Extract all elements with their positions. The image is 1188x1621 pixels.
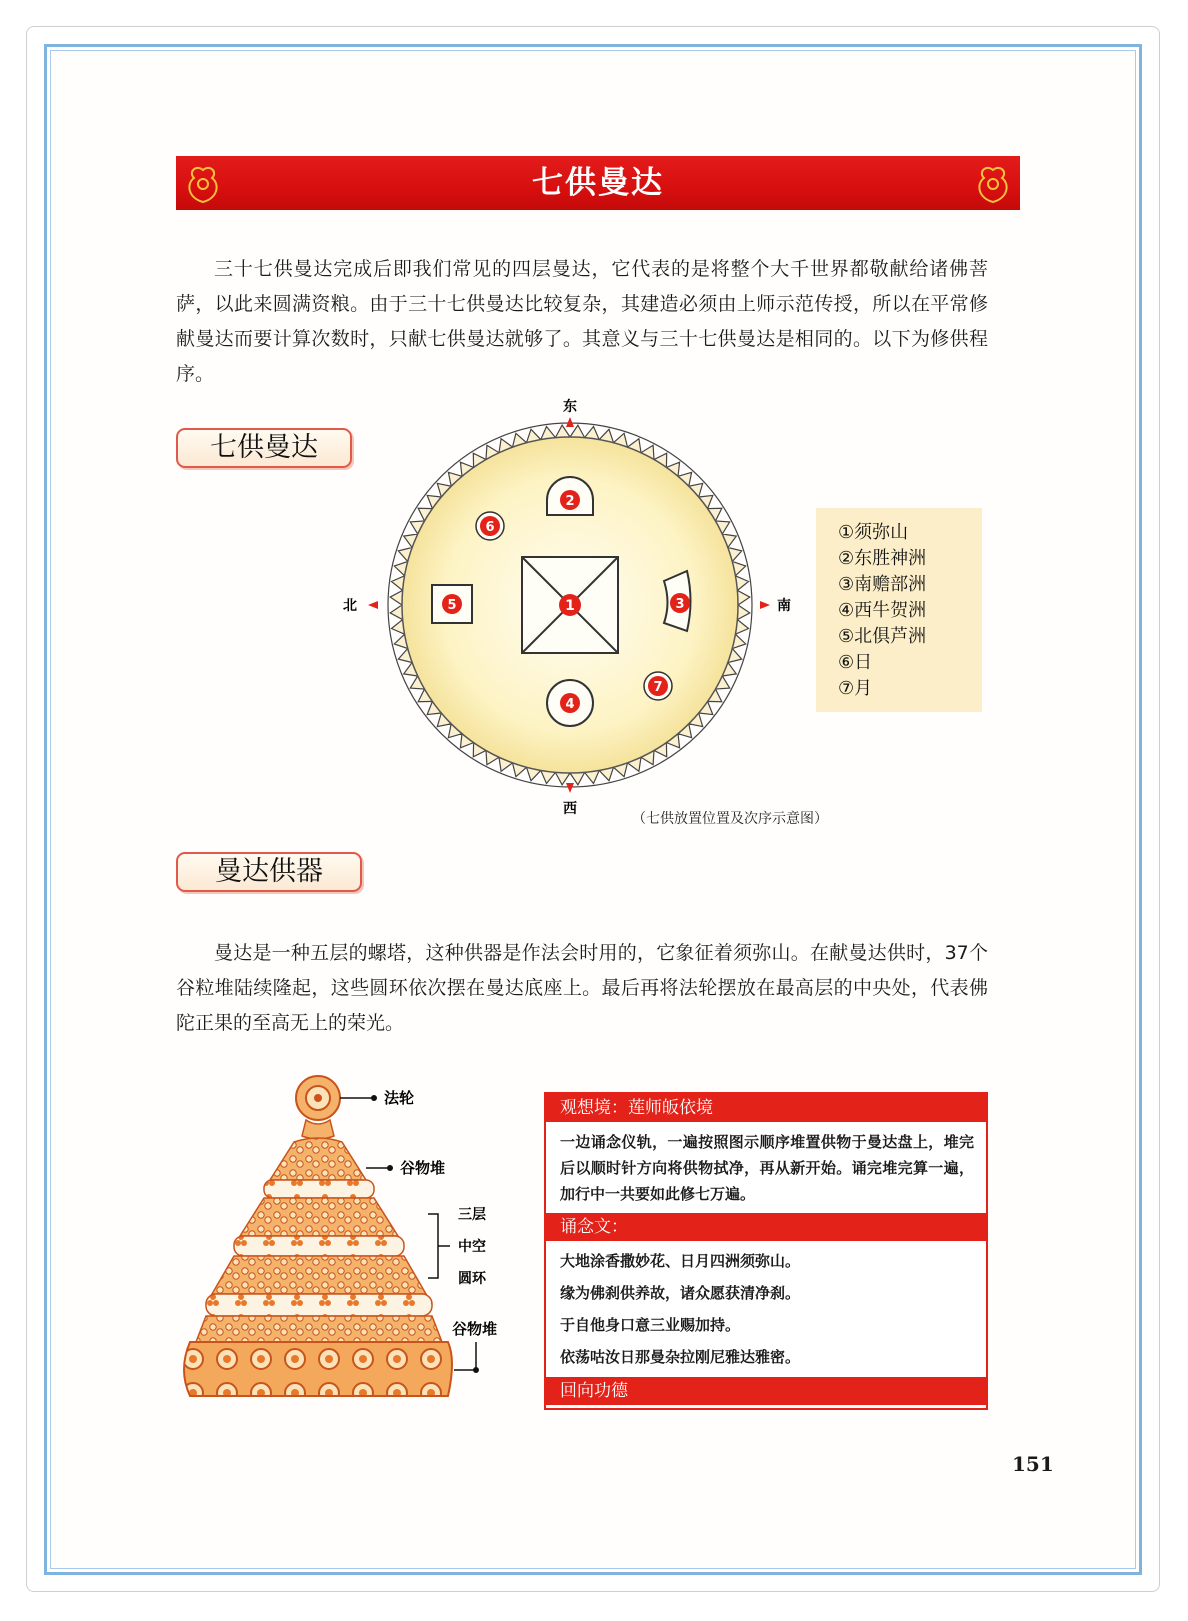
vessel-paragraph: 曼达是一种五层的螺塔，这种供器是作法会时用的，它象征着须弥山。在献曼达供时，37个谷粒堆陆续隆起，这些圆环依次摆在曼达底座上。最后再将法轮摆放在最高层的中央处，代表佛陀正果的至高无上的荣光。 [176, 942, 988, 1034]
dharma-wheel-icon [296, 1076, 340, 1139]
label-dharma-wheel: 法轮 [384, 1089, 415, 1107]
intro-paragraph: 三十七供曼达完成后即我们常见的四层曼达，它代表的是将整个大千世界都敬献给诸佛菩萨，以此来圆满资粮。由于三十七供曼达比较复杂，其建造必须由上师示范传授，所以在平常修献曼达而要计算次数时，只献七供曼达就够了。其意义与三十七供曼达是相同的。以下为修供程序。 [176, 258, 988, 385]
label-three-layers: 三层 [458, 1207, 486, 1223]
south-arrow-icon [760, 601, 770, 609]
marker-east-continent [547, 477, 593, 515]
label-hollow: 中空 [458, 1239, 486, 1255]
legend-item: ①须弥山 [838, 522, 909, 543]
recitation-line: 缘为佛刹供养故，诸众愿获清净刹。 [560, 1284, 801, 1302]
recitation-verses [546, 1241, 986, 1377]
label-grain-pile-bottom: 谷物堆 [452, 1320, 498, 1338]
mandala-vessel-illustration [176, 1070, 528, 1420]
legend-item: ⑥日 [838, 652, 873, 673]
marker-south-continent [664, 571, 691, 631]
visualization-text: 一边诵念仪轨，一遍按照图示顺序堆置供物于曼达盘上，堆完后以顺时针方向将供物拭净，再从新开始。诵完堆完算一遍，加行中一共要如此修七万遍。 [560, 1133, 974, 1203]
marker-sun [476, 512, 504, 540]
recitation-header: 诵念文： [546, 1213, 986, 1241]
direction-west: 西 [563, 801, 577, 817]
legend-item: ③南赡部洲 [838, 574, 927, 595]
cloud-ornament-icon [178, 158, 228, 208]
legend-item: ②东胜神洲 [838, 548, 927, 569]
marker-mount-meru [522, 557, 618, 653]
svg-text:7: 7 [653, 680, 663, 695]
label-grain-pile-top: 谷物堆 [400, 1159, 446, 1177]
svg-text:4: 4 [565, 697, 575, 712]
recitation-line: 依荡咕汝日那曼杂拉刚尼雅达雅密。 [560, 1348, 801, 1366]
north-arrow-icon [368, 601, 378, 609]
legend-item: ④西牛贺洲 [838, 600, 927, 621]
svg-text:6: 6 [485, 520, 495, 535]
section-heading-seven-offerings: 七供曼达 [176, 428, 352, 468]
ritual-instruction-box [544, 1092, 988, 1410]
visualization-header: 观想境：莲师皈依境 [546, 1094, 986, 1122]
diagram-caption: （七供放置位置及次序示意图） [632, 811, 828, 827]
section-heading-mandala-vessel: 曼达供器 [176, 852, 362, 892]
svg-text:1: 1 [565, 598, 575, 614]
label-rings: 圆环 [458, 1271, 486, 1287]
marker-north-continent [432, 585, 472, 623]
svg-text:5: 5 [447, 598, 457, 613]
marker-moon [644, 672, 672, 700]
svg-text:3: 3 [675, 597, 685, 612]
cloud-ornament-icon [968, 158, 1018, 208]
west-arrow-icon [566, 783, 574, 793]
page-title: 七供曼达 [532, 165, 664, 201]
legend-item: ⑦月 [838, 678, 873, 699]
page-title-banner [176, 156, 1020, 210]
marker-west-continent [547, 680, 593, 726]
direction-east: 东 [563, 399, 577, 415]
svg-text:2: 2 [565, 494, 575, 509]
legend-item: ⑤北俱芦洲 [838, 626, 927, 647]
direction-south: 南 [777, 598, 791, 614]
page-number: 151 [1012, 1452, 1054, 1476]
recitation-line: 于自他身口意三业赐加持。 [560, 1316, 741, 1334]
east-arrow-icon [566, 417, 574, 427]
dedication-header: 回向功德 [546, 1377, 986, 1405]
direction-north: 北 [343, 598, 357, 614]
mandala-legend [816, 508, 982, 712]
seven-offering-mandala-diagram [330, 395, 800, 825]
recitation-line: 大地涂香撒妙花、日月四洲须弥山。 [560, 1252, 801, 1270]
